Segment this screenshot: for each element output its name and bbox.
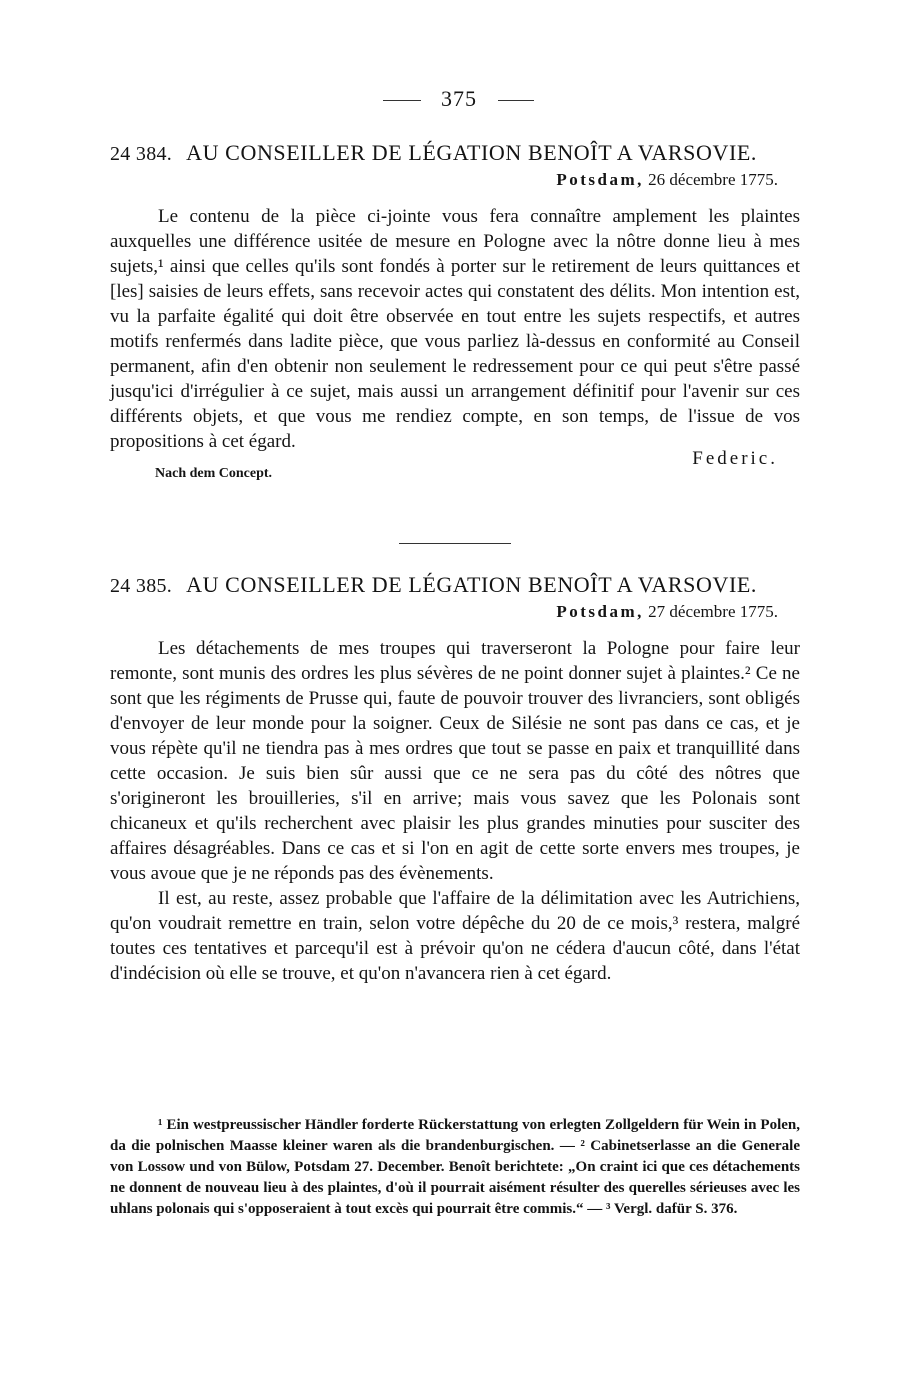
letter-number: 24 385. — [110, 575, 173, 597]
letter-heading — [110, 572, 800, 598]
page-header — [0, 86, 900, 116]
letter-title: AU CONSEILLER DE LÉGATION BENOÎT A VARSOVIE. — [186, 572, 758, 597]
footnote-text: ¹ Ein westpreussischer Händler forderte Rückerstattung von erlegten Zollgeldern für Wein in Polen, da die polnischen Maasse kleiner waren als die brandenburgischen. — ² Cabinetserlasse an die Generale von Lossow und von Bülow, Potsdam 27. December. Benoît berichtete: „On craint ici que ces détachements ne donnent de nouveau lieu à des plaintes, d'où il pourrait aisément résulter des querelles sérieuses avec les uhlans polonais qui s'opposeraient à tout excès qui pourrait être commis.“ — ³ Vergl. dafür S. 376. — [110, 1117, 800, 1217]
signature-row — [110, 448, 800, 488]
letter-24385 — [110, 572, 800, 986]
paragraph: Il est, au reste, assez probable que l'affaire de la délimitation avec les Autrichiens, qu'on voudrait remettre en train, selon votre dépêche du 20 de ce mois,³ restera, malgré toutes ces tentatives et parcequ'il est à prévoir qu'on ne cédera d'aucun côté, dans l'état d'indécision où elle se trouve, et qu'on n'avancera rien à cet égard. — [110, 888, 800, 984]
letter-body — [110, 204, 800, 454]
source-note: Nach dem Concept. — [155, 466, 273, 481]
dateline-date: 26 décembre 1775. — [648, 170, 778, 189]
page-number: 375 — [441, 86, 477, 111]
dateline — [110, 170, 800, 190]
letter-body — [110, 636, 800, 986]
header-rule-left — [383, 100, 421, 101]
letter-24384 — [110, 140, 800, 488]
header-rule-right — [498, 100, 534, 101]
section-divider — [399, 543, 511, 544]
dateline-place: Potsdam, — [556, 602, 644, 621]
letter-number: 24 384. — [110, 143, 173, 165]
dateline-place: Potsdam, — [556, 170, 644, 189]
paragraph: Les détachements de mes troupes qui traverseront la Pologne pour faire leur remonte, sont munis des ordres les plus sévères de ne point donner sujet à plaintes.² Ce ne sont que les régiments de Prusse qui, faute de pouvoir trouver des livranciers, sont obligés d'envoyer de leur monde pour la soigner. Ceux de Silésie ne sont pas dans ce cas, et je vous répète qu'il ne tiendra pas à mes ordres que tout se passe en paix et tranquillité dans cette occasion. Je suis bien sûr aussi que ce ne sera pas du côté des nôtres que s'origineront les brouilleries, s'il en arrive; mais vous savez que les Polonais sont chicaneux et qu'ils recherchent avec plaisir les plus grandes minuties pour susciter des affaires désagréables. Dans ce cas et si l'on en agit de cette sorte envers mes troupes, je vous avoue que je ne réponds pas des évènements. — [110, 638, 800, 884]
footnotes — [110, 1115, 800, 1220]
dateline-date: 27 décembre 1775. — [648, 602, 778, 621]
letter-heading — [110, 140, 800, 166]
dateline — [110, 602, 800, 622]
letter-title: AU CONSEILLER DE LÉGATION BENOÎT A VARSOVIE. — [186, 140, 758, 165]
signature: Federic. — [692, 448, 778, 469]
paragraph: Le contenu de la pièce ci-jointe vous fera connaître amplement les plaintes auxquelles une différence usitée de mesure en Pologne avec la nôtre donne lieu à mes sujets,¹ ainsi que celles qu'ils sont fondés à porter sur le retirement de leurs quittances et [les] saisies de leurs effets, sans recevoir actes qui constatent des délits. Mon intention est, vu la parfaite égalité qui doit être observée en tout entre les sujets respectifs, et autres motifs renfermés dans ladite pièce, que vous parliez là-dessus en conformité au Conseil permanent, afin d'en obtenir non seulement le redressement pour ce qui peut s'être passé jusqu'ici d'irrégulier à ce sujet, mais aussi un arrangement définitif pour l'avenir sur ces différents objets, et que vous me rendiez compte, en son temps, de l'issue de vos propositions à cet égard. — [110, 206, 800, 452]
